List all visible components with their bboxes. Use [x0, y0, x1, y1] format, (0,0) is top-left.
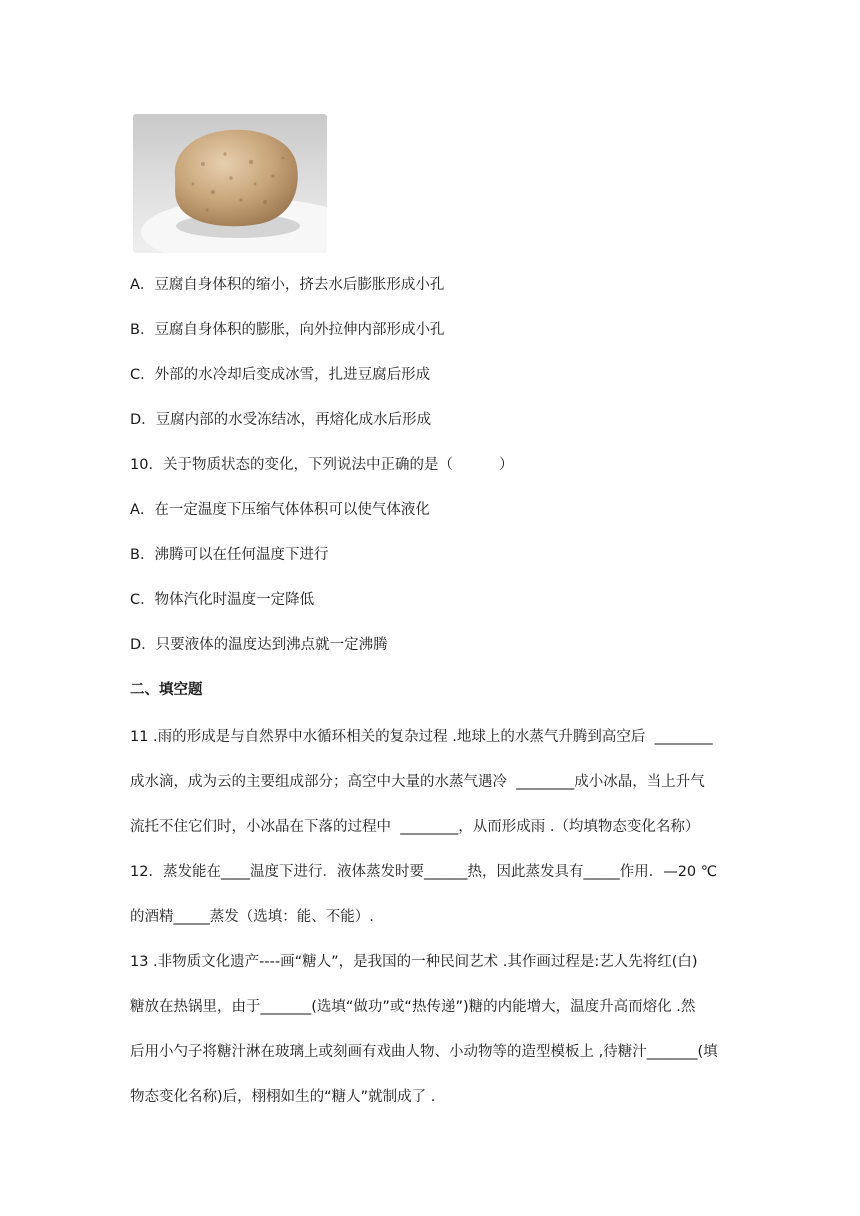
tofu: [175, 130, 298, 226]
q12-line-2: 的酒精_____蒸发（选填：能、不能）.: [130, 909, 374, 925]
frozen-tofu-photo: [133, 114, 327, 253]
q9-option-a: A．豆腐自身体积的缩小，挤去水后膨胀形成小孔: [130, 277, 445, 293]
q13-line-2: 糖放在热锅里，由于_______(选填“做功”或“热传递”)糖的内能增大，温度升高而熔化 .然: [130, 999, 696, 1015]
q9-option-b: B．豆腐自身体积的膨胀，向外拉伸内部形成小孔: [130, 322, 445, 338]
q10-option-d: D．只要液体的温度达到沸点就一定沸腾: [130, 637, 388, 653]
section-title-fill-blank: 二、填空题: [130, 682, 203, 698]
tofu-illustration: [133, 114, 327, 253]
q10-option-b: B．沸腾可以在任何温度下进行: [130, 547, 329, 563]
q11-line-1: 11 .雨的形成是与自然界中水循环相关的复杂过程 .地球上的水蒸气升腾到高空后 ________: [130, 729, 713, 745]
q9-option-d: D．豆腐内部的水受冻结冰，再熔化成水后形成: [130, 412, 432, 428]
q11-line-2: 成水滴，成为云的主要组成部分；高空中大量的水蒸气遇冷 ________成小冰晶，当上升气: [130, 774, 705, 790]
q13-line-4: 物态变化名称)后，栩栩如生的“糖人”就制成了 .: [130, 1089, 436, 1105]
q13-line-1: 13 .非物质文化遗产----画“糖人”，是我国的一种民间艺术 .其作画过程是:艺人先将红(白): [130, 954, 698, 970]
q9-option-c: C．外部的水冷却后变成冰雪，扎进豆腐后形成: [130, 367, 431, 383]
q10-stem: 10．关于物质状态的变化，下列说法中正确的是（ ）: [130, 457, 514, 473]
q10-option-a: A．在一定温度下压缩气体体积可以使气体液化: [130, 502, 430, 518]
q10-option-c: C．物体汽化时温度一定降低: [130, 592, 315, 608]
q11-line-3: 流托不住它们时，小冰晶在下落的过程中 ________，从而形成雨 .（均填物态变化名称）: [130, 819, 700, 835]
q12-line-1: 12．蒸发能在____温度下进行．液体蒸发时要______热，因此蒸发具有_____作用．—20 ℃: [130, 864, 718, 880]
q13-line-3: 后用小勺子将糖汁淋在玻璃上或刻画有戏曲人物、小动物等的造型模板上 ,待糖汁_______(填: [130, 1044, 718, 1060]
